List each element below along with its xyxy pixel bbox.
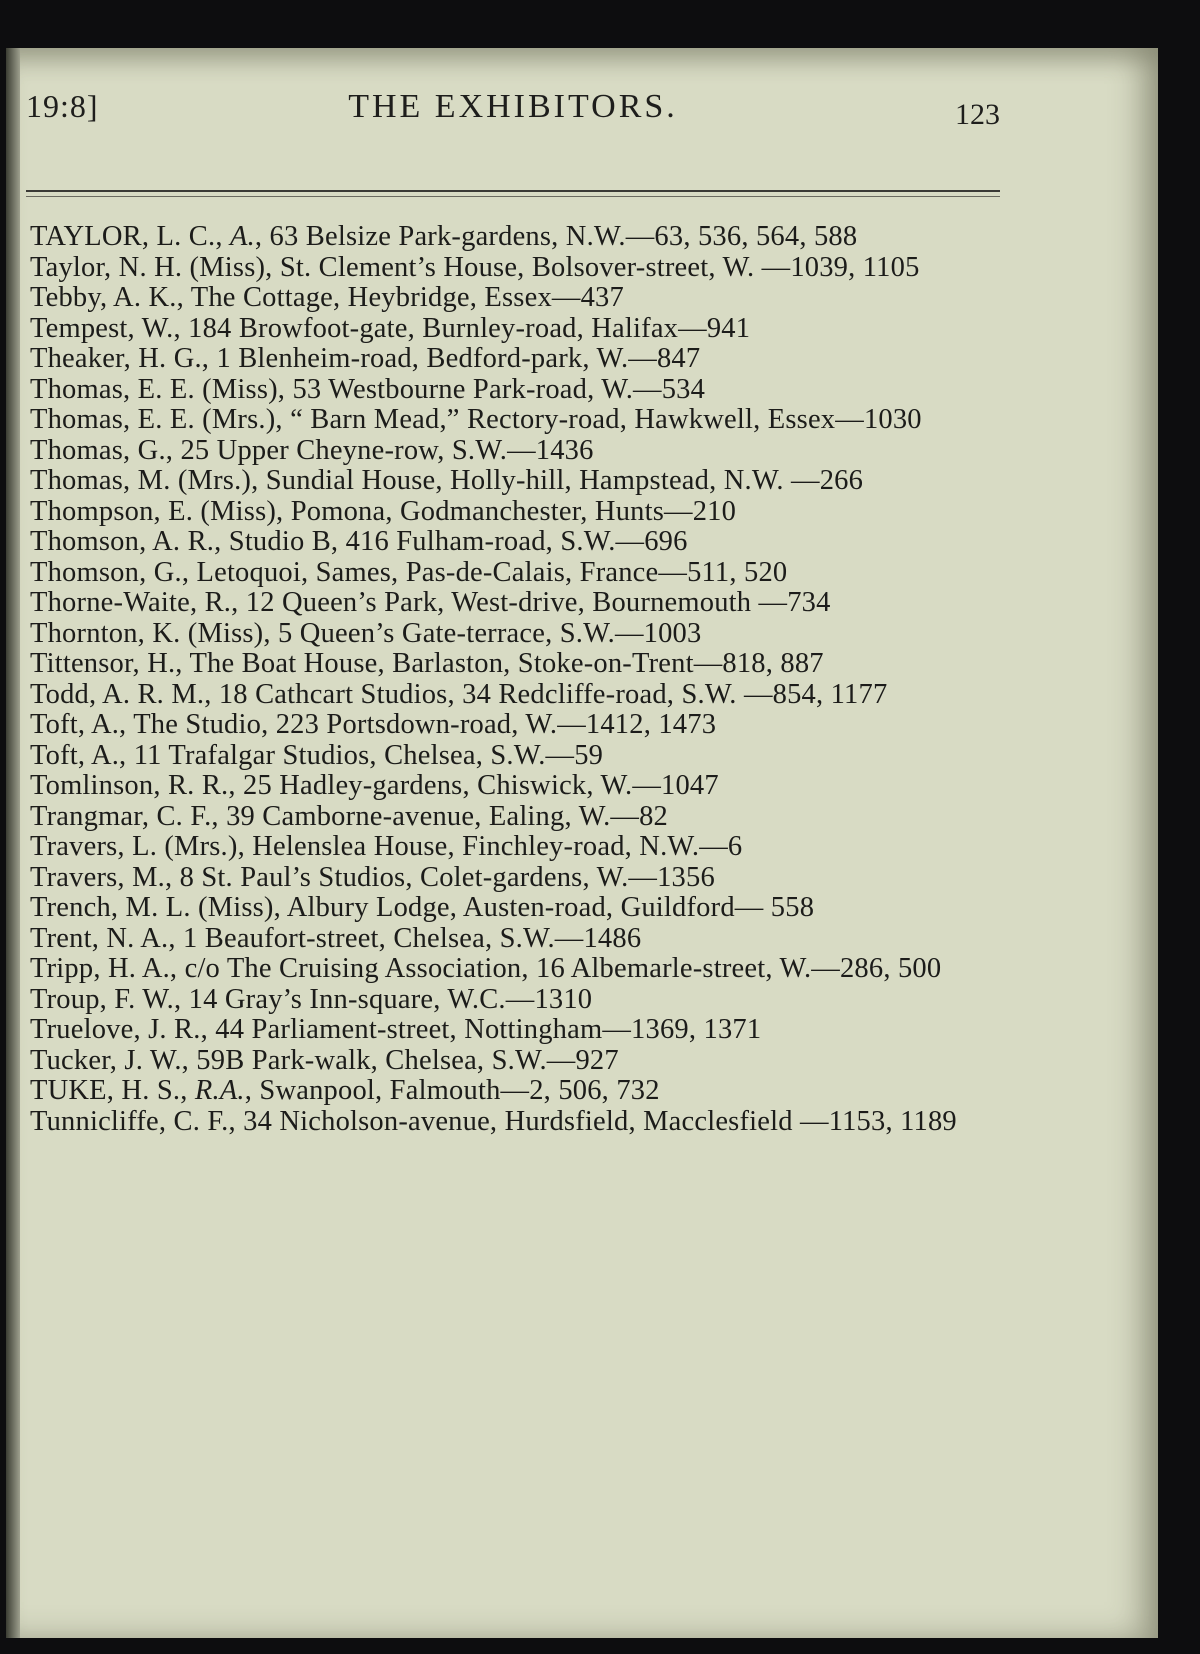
exhibitor-name: Thomson, G.,: [30, 556, 197, 588]
exhibitor-entry: [30, 466, 1000, 497]
exhibitor-address: The Studio, 223 Portsdown-road, W.—1412, 1473: [133, 709, 717, 740]
exhibitor-name: Travers, L. (Mrs.),: [30, 831, 253, 862]
exhibitor-address: 25 Upper Cheyne-row, S.W.—1436: [180, 434, 594, 466]
exhibitor-entry: [30, 527, 1000, 558]
exhibitor-name: Taylor, N. H. (Miss),: [30, 251, 280, 283]
exhibitor-address: Pomona, Godmanchester, Hunts—210: [290, 495, 737, 527]
exhibitor-name: Tebby, A. K.,: [30, 282, 191, 313]
exhibitor-name: Thornton, K. (Miss),: [30, 617, 279, 649]
exhibitor-entry: [30, 985, 1000, 1016]
exhibitor-entry: [30, 954, 1000, 985]
exhibitor-entry: [30, 802, 1000, 833]
exhibitor-name: Tunnicliffe, C. F.,: [30, 1105, 244, 1137]
exhibitor-address: Albury Lodge, Austen-road, Guildford— 558: [286, 892, 815, 923]
exhibitor-entry: [30, 405, 1000, 436]
exhibitor-entry: [30, 314, 1000, 345]
exhibitor-list: [30, 222, 1000, 1137]
exhibitor-address: 11 Trafalgar Studios, Chelsea, S.W.—59: [133, 739, 604, 771]
exhibitor-address: 18 Cathcart Studios, 34 Redcliffe-road, S.W. —854, 1177: [218, 678, 888, 710]
exhibitor-address: , Swanpool, Falmouth—2, 506, 732: [244, 1075, 660, 1106]
exhibitor-name: Trent, N. A.,: [30, 922, 183, 954]
exhibitor-name: Theaker, H. G.,: [30, 343, 217, 374]
exhibitor-name: Thompson, E. (Miss),: [30, 495, 291, 527]
page-title: THE EXHIBITORS.: [348, 88, 678, 125]
exhibitor-address: 25 Hadley-gardens, Chiswick, W.—1047: [243, 770, 719, 801]
exhibitor-name: Tempest, W.,: [30, 312, 189, 344]
exhibitor-address: The Cottage, Heybridge, Essex—437: [190, 282, 624, 313]
exhibitor-entry: [30, 1015, 1000, 1046]
exhibitor-honour: R.A.: [194, 1075, 245, 1106]
exhibitor-address: Sundial House, Holly-hill, Hampstead, N.W. —266: [265, 465, 864, 496]
exhibitor-name: Tucker, J. W.,: [30, 1044, 197, 1076]
exhibitor-address: 184 Browfoot-gate, Burnley-road, Halifax—941: [188, 312, 751, 344]
exhibitor-entry: [30, 344, 1000, 375]
exhibitor-entry: [30, 710, 1000, 741]
exhibitor-name: Trench, M. L. (Miss),: [30, 892, 287, 923]
header-year: 19:8]: [26, 88, 99, 124]
exhibitor-address: 5 Queen’s Gate-terrace, S.W.—1003: [278, 617, 702, 649]
header-rule-thin: [26, 196, 1000, 197]
exhibitor-entry: [30, 283, 1000, 314]
page-number: 123: [955, 98, 1000, 131]
exhibitor-name: Tittensor, H.,: [30, 648, 190, 679]
exhibitor-address: 1 Blenheim-road, Bedford-park, W.—847: [216, 343, 701, 374]
exhibitor-name: Thomas, G.,: [30, 434, 181, 466]
exhibitor-address: The Boat House, Barlaston, Stoke-on-Trent—818, 887: [189, 648, 824, 679]
exhibitor-entry: [30, 832, 1000, 863]
exhibitor-name: Toft, A.,: [30, 739, 134, 771]
exhibitor-name: Todd, A. R. M.,: [30, 678, 219, 710]
exhibitor-entry: [30, 588, 1000, 619]
exhibitor-address: 34 Nicholson-avenue, Hurdsfield, Macclesfield —1153, 1189: [243, 1105, 957, 1137]
exhibitor-name: Thorne-Waite, R.,: [30, 587, 246, 618]
exhibitor-address: 53 Westbourne Park-road, W.—534: [292, 373, 706, 405]
exhibitor-entry: [30, 1107, 1000, 1138]
exhibitor-entry: [30, 771, 1000, 802]
exhibitor-honour: A.: [229, 221, 255, 252]
page-spine-shadow: [6, 48, 20, 1638]
exhibitor-address: 59B Park-walk, Chelsea, S.W.—927: [196, 1044, 619, 1076]
exhibitor-address: 44 Parliament-street, Nottingham—1369, 1371: [215, 1014, 762, 1045]
exhibitor-address: , 63 Belsize Park-gardens, N.W.—63, 536, 564, 588: [254, 221, 858, 252]
exhibitor-address: 39 Camborne-avenue, Ealing, W.—82: [226, 800, 668, 832]
exhibitor-address: 8 St. Paul’s Studios, Colet-gardens, W.—1356: [179, 861, 715, 893]
exhibitor-name: Thomson, A. R.,: [30, 526, 229, 557]
exhibitor-address: Helenslea House, Finchley-road, N.W.—6: [252, 831, 743, 862]
exhibitor-address: c/o The Cruising Association, 16 Albemarle-street, W.—286, 500: [184, 953, 942, 984]
exhibitor-entry: [30, 222, 1000, 253]
exhibitor-entry: [30, 1076, 1000, 1107]
exhibitor-address: St. Clement’s House, Bolsover-street, W. —1039, 1105: [279, 251, 920, 283]
exhibitor-entry: [30, 497, 1000, 528]
exhibitor-entry: [30, 893, 1000, 924]
exhibitor-name: TAYLOR, L. C.,: [30, 221, 230, 252]
exhibitor-address: 14 Gray’s Inn-square, W.C.—1310: [188, 983, 593, 1015]
exhibitor-entry: [30, 680, 1000, 711]
exhibitor-name: Thomas, E. E. (Mrs.),: [30, 404, 291, 435]
page-header: [26, 88, 1000, 138]
header-rule: [26, 190, 1000, 192]
exhibitor-entry: [30, 1046, 1000, 1077]
exhibitor-entry: [30, 375, 1000, 406]
exhibitor-name: Truelove, J. R.,: [30, 1014, 216, 1045]
exhibitor-entry: [30, 619, 1000, 650]
exhibitor-name: Thomas, M. (Mrs.),: [30, 465, 266, 496]
exhibitor-name: Trangmar, C. F.,: [30, 800, 227, 832]
exhibitor-name: Tripp, H. A.,: [30, 953, 185, 984]
exhibitor-name: Tomlinson, R. R.,: [30, 770, 244, 801]
exhibitor-address: 12 Queen’s Park, West-drive, Bournemouth —734: [245, 587, 831, 618]
exhibitor-name: Thomas, E. E. (Miss),: [30, 373, 293, 405]
exhibitor-address: Studio B, 416 Fulham-road, S.W.—696: [228, 526, 688, 557]
exhibitor-address: “ Barn Mead,” Rectory-road, Hawkwell, Essex—1030: [290, 404, 922, 435]
exhibitor-name: Troup, F. W.,: [30, 983, 189, 1015]
exhibitor-entry: [30, 863, 1000, 894]
exhibitor-entry: [30, 558, 1000, 589]
exhibitor-entry: [30, 741, 1000, 772]
exhibitor-entry: [30, 649, 1000, 680]
exhibitor-address: Letoquoi, Sames, Pas-de-Calais, France—511, 520: [196, 556, 788, 588]
exhibitor-entry: [30, 253, 1000, 284]
exhibitor-address: 1 Beaufort-street, Chelsea, S.W.—1486: [182, 922, 642, 954]
exhibitor-entry: [30, 924, 1000, 955]
exhibitor-entry: [30, 436, 1000, 467]
exhibitor-name: TUKE, H. S.,: [30, 1075, 195, 1106]
exhibitor-name: Toft, A.,: [30, 709, 134, 740]
exhibitor-name: Travers, M.,: [30, 861, 180, 893]
